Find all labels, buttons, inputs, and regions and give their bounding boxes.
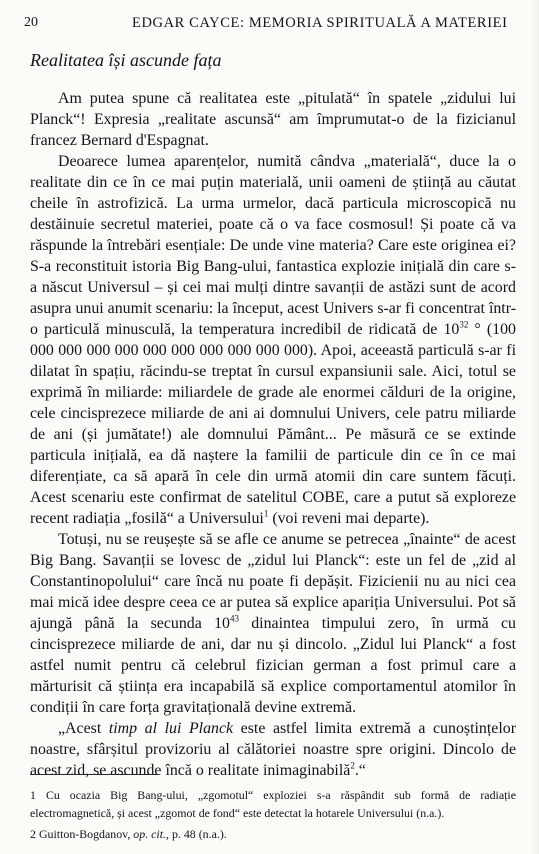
- page-header: [24, 13, 524, 33]
- exponent: 43: [229, 613, 239, 624]
- page-number: 20: [24, 15, 38, 30]
- paragraph: Totuși, nu se reușește să se afle ce anume se petrecea „înainte“ de acest Big Bang. Savanții se lovesc de „zidul lui Planck“: este un fel de „zid al Constantinopolului“ care încă nu poate fi depășit. Fizicienii nu au nici cea mai mică idee despre ceea ce ar putea să explice apariția Universului. Pot să ajungă până la secunda $10^{43}$ dinaintea timpului zero, în urmă cu cincisprezece miliarde de ani, dar nu și dincolo. „Zidul lui Planck“ a fost astfel numit pentru că celebrul fizician german a fost primul care a mărturisit că știința era incapabilă să explice comportamentul atomilor în condiții în care forța gravitațională devine extremă.: [30, 531, 516, 716]
- footnote-divider: [30, 774, 158, 775]
- footnotes: [30, 787, 516, 848]
- exponent: 32: [459, 319, 469, 330]
- section-title: Realitatea își ascunde fața: [30, 50, 222, 70]
- body-text: [30, 88, 516, 781]
- footnote-1: 1 Cu ocazia Big Bang-ului, „zgomotul“ exploziei s-a răspândit sub formă de radiație electromagnetică, și acest „zgomot de fond“ este detectat la hotarele Universului (n.a.).: [30, 788, 516, 820]
- paragraph: Am putea spune că realitatea este „pitulată“ în spatele „zidului lui Planck“! Expresia „realitate ascunsă“ am împrumutat-o de la fizicianul francez Bernard d'Espagnat.: [30, 90, 516, 149]
- footnote-ref-1[interactable]: 1: [263, 508, 269, 519]
- paragraph: „Acest timp al lui Planck este astfel limita extremă a cunoștințelor noastre, sfârșitul provizoriu al călătoriei noastre spre origini. Dincolo de acest zid, se ascunde încă o realitate inimaginabilă$^2$.“: [30, 720, 516, 779]
- emphasis: timp al lui Planck: [108, 720, 234, 737]
- paragraph: Deoarece lumea aparențelor, numită cândva „materială“, duce la o realitate din ce în ce mai puțin materială, unii oameni de știință au căutat cheile în astrofizică. La urma urmelor, dacă particula microscopică nu destăinuie secretul materiei, poate că o va face cosmosul! Și poate că va răspunde la întrebări esențiale: De unde vine materia? Care este originea ei? S-a reconstituit istoria Big Bang-ului, fantastica explozie inițială din care s-a născut Universul – și cei mai mulți dintre savanții de astăzi sunt de acord asupra unui anumit scenariu: la început, acest Univers s-ar fi concentrat într-o particulă minusculă, la temperatura incredibil de ridicată de $10^{32}$ ° (100 000 000 000 000 000 000 000 000 000 000). Apoi, aceeastă particulă s-ar fi dilatat în spațiu, răcindu-se treptat în cursul expansiunii sale. Aici, totul se exprimă în miliarde: miliardele de grade ale enormei călduri de la origine, cele cincisprezece miliarde de ani ai domnului Univers, cele patru miliarde de ani (și jumătate!) ale domnului Pământ... Pe măsură ce se extinde particula inițială, ea dă naștere la familii de particule din ce în ce mai diferențiate, ca să apară în cele din urmă atomii din care suntem făcuți. Acest scenariu este confirmat de satelitul COBE, care a putut să exploreze recent radiația „fosilă“ a Universului$^1$ (voi reveni mai departe).: [30, 153, 516, 527]
- page-edge-shadow: [531, 0, 539, 854]
- running-title: EDGAR CAYCE: MEMORIA SPIRITUALĂ A MATERIEI: [132, 15, 508, 31]
- footnote-2: 2 Guitton-Bogdanov, op. cit., p. 48 (n.a.).: [30, 827, 227, 841]
- footnote-ref-2[interactable]: 2: [350, 760, 355, 771]
